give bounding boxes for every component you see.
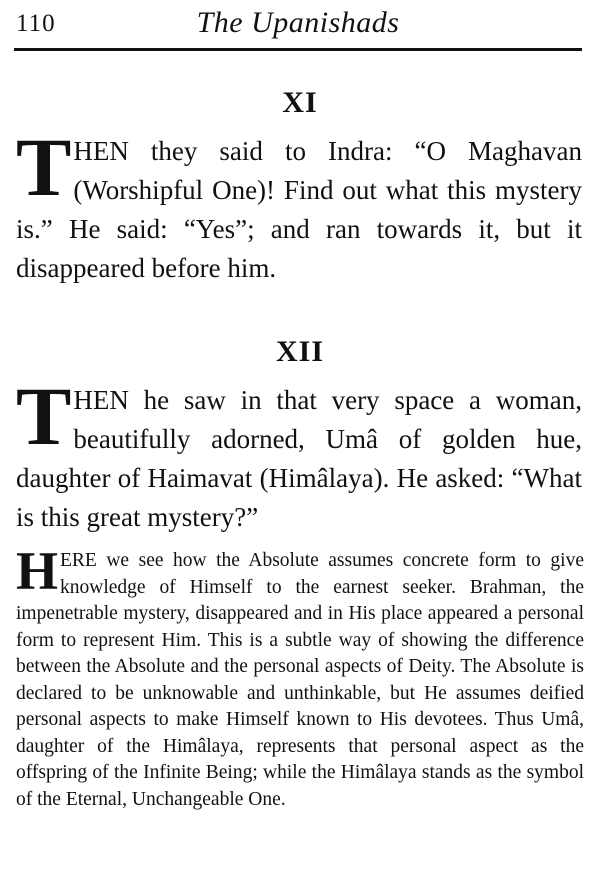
drop-cap: T [16, 370, 72, 462]
verse-text: HEN they said to Indra: “O Maghavan (Worshipful One)! Find out what this mystery is.” He said: “Yes”; and ran towards it, but it disappeared before him. [16, 136, 582, 283]
verse-xii [16, 370, 582, 537]
header-rule [14, 48, 582, 51]
verse-number-xii: XII [275, 335, 324, 368]
page-number: 110 [16, 10, 56, 37]
drop-cap: T [16, 121, 72, 213]
verse-number-xi: XI [282, 86, 318, 119]
verse-xi [16, 121, 582, 288]
commentary-text: ERE we see how the Absolute assumes concrete form to give knowledge of Himself to the earnest seeker. Brahman, the impenetrable mystery, disappeared and in His place appeared a personal form to represent Him. This is a subtle way of showing the difference between the Absolute and the personal aspects of Deity. The Absolute is declared to be unknowable and unthinkable, but He assumes deified personal aspects to make Himself known to His devotees. Thus Umâ, daughter of the Himâlaya, represents that personal aspect as the offspring of the Infinite Being; while the Himâlaya stands as the symbol of the Eternal, Unchangeable One. [16, 550, 584, 810]
running-title: The Upanishads [196, 6, 400, 39]
drop-cap: H [16, 541, 59, 601]
page-header [14, 4, 582, 48]
commentary [16, 541, 584, 813]
verse-text: HEN he saw in that very space a woman, beautifully adorned, Umâ of golden hue, daughter of Haimavat (Himâlaya). He asked: “What is this great mystery?” [16, 385, 582, 532]
